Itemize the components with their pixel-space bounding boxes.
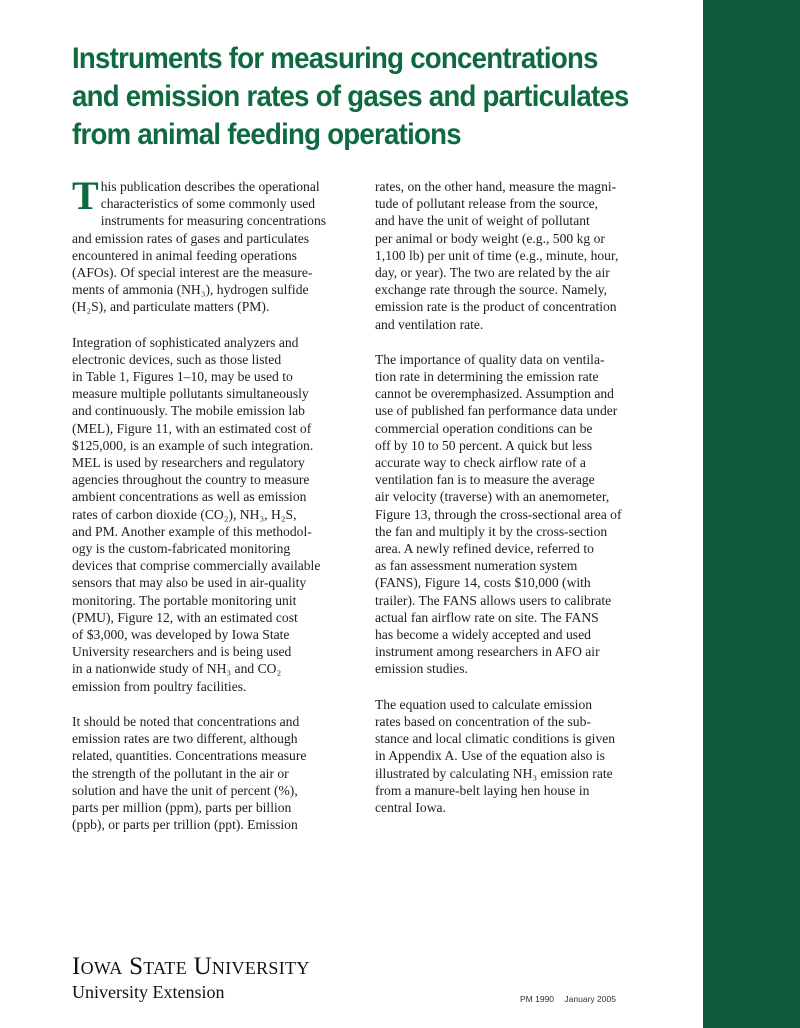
text-line: (PMU), Figure 12, with an estimated cost [72,609,298,625]
text-line: related, quantities. Concentrations measure [72,748,307,764]
pub-number: PM 1990 [520,994,555,1004]
text-line: emission from poultry facilities. [72,678,247,694]
text-line: Figure 13, through the cross-sectional area of [375,506,622,522]
text-line: sensors that may also be used in air-quality [72,575,307,591]
text-line: air velocity (traverse) with an anemometer, [375,489,610,505]
text-line: from a manure-belt laying hen house in [375,782,590,798]
text-line: instruments for measuring concentrations [100,213,327,229]
text-line: stance and local climatic conditions is given [375,731,616,747]
text-line: day, or year). The two are related by the air [375,265,610,281]
text-line: encountered in animal feeding operations [72,247,297,263]
extension-label: University Extension [72,982,225,1002]
text-line: in Appendix A. Use of the equation also is [375,748,605,764]
text-line: as fan assessment numeration system [375,558,578,574]
text-line: use of published fan performance data under [375,403,618,419]
text-line: parts per million (ppm), parts per billion [72,799,292,815]
pub-date: January 2005 [564,994,616,1004]
text-line: illustrated by calculating NH₃ emission rate [375,765,613,781]
text-line: and ventilation rate. [375,316,484,332]
text-line: the strength of the pollutant in the air or [72,765,289,781]
text-line: central Iowa. [375,799,446,815]
text-line: University researchers and is being used [72,644,292,660]
text-line: rates of carbon dioxide (CO₂), NH₃, H₂S, [72,506,297,522]
ventilation-paragraph [375,351,655,678]
text-line: in Table 1, Figures 1–10, may be used to [72,369,293,385]
text-line: ments of ammonia (NH₃), hydrogen sulfide [72,282,309,298]
text-line: (AFOs). Of special interest are the measure- [72,265,313,281]
right-column [375,178,655,834]
text-line: in a nationwide study of NH₃ and CO₂ [72,661,282,677]
text-line: rates, on the other hand, measure the magni- [375,179,617,194]
text-line: (ppb), or parts per trillion (ppt). Emission [72,817,298,833]
text-line: trailer). The FANS allows users to calibrate [375,592,612,608]
text-line: off by 10 to 50 percent. A quick but less [375,437,593,453]
title-line: from animal feeding operations [72,118,461,151]
green-side-bar [703,0,800,1028]
text-line: (MEL), Figure 11, with an estimated cost of [72,420,312,436]
text-line: and continuously. The mobile emission lab [72,403,305,419]
text-line: has become a widely accepted and used [375,627,591,643]
text-line: actual fan airflow rate on site. The FANS [375,609,599,625]
text-line: $125,000, is an example of such integration. [72,437,314,453]
text-line: devices that comprise commercially available [72,558,321,574]
text-line: the fan and multiply it by the cross-section [375,523,608,539]
text-line: electronic devices, such as those listed [72,351,282,367]
text-line: tion rate in determining the emission rate [375,369,599,385]
intro-paragraph [72,173,354,316]
text-line: instrument among researchers in AFO air [375,644,600,660]
text-line: The importance of quality data on ventila- [375,351,605,367]
text-line: his publication describes the operational [100,179,320,194]
text-line: MEL is used by researchers and regulatory [72,455,305,471]
text-line: ambient concentrations as well as emission [72,489,307,505]
text-line: Integration of sophisticated analyzers and [72,334,299,350]
text-line: commercial operation conditions can be [375,420,593,436]
quantities-paragraph [72,713,354,833]
drop-cap: T [72,173,99,218]
text-line: emission rate is the product of concentration [375,299,617,315]
text-line: and PM. Another example of this methodol- [72,523,312,539]
text-line: measure multiple pollutants simultaneously [72,386,309,402]
emission-rates-paragraph [375,178,655,333]
text-line: emission rates are two different, although [72,731,298,747]
text-line: monitoring. The portable monitoring unit [72,592,297,608]
text-line: per animal or body weight (e.g., 500 kg or [375,230,605,246]
text-line: solution and have the unit of percent (%), [72,782,298,798]
text-line: rates based on concentration of the sub- [375,713,591,729]
equation-paragraph [375,696,655,816]
text-line: tude of pollutant release from the source, [375,196,599,212]
text-line: (H₂S), and particulate matters (PM). [72,299,270,315]
text-line: cannot be overemphasized. Assumption and [375,386,614,402]
text-line: characteristics of some commonly used [100,196,316,212]
text-line: area. A newly refined device, referred to [375,541,594,557]
text-line: (FANS), Figure 14, costs $10,000 (with [375,575,591,591]
text-line: of $3,000, was developed by Iowa State [72,627,290,643]
text-line: 1,100 lb) per unit of time (e.g., minute, hour, [375,247,619,263]
text-line: It should be noted that concentrations and [72,713,300,729]
university-wordmark: Iowa State University [72,953,310,980]
left-column [72,173,354,851]
publication-info [520,994,616,1004]
text-line: ventilation fan is to measure the average [375,472,595,488]
text-line: emission studies. [375,661,468,677]
text-line: agencies throughout the country to measure [72,472,310,488]
title-line: and emission rates of gases and particulates [72,80,629,113]
text-line: ogy is the custom-fabricated monitoring [72,541,291,557]
text-line: and emission rates of gases and particulates [72,230,310,246]
text-line: accurate way to check airflow rate of a [375,455,586,471]
integration-paragraph [72,334,354,695]
text-line: The equation used to calculate emission [375,696,593,712]
text-line: exchange rate through the source. Namely, [375,282,608,298]
text-line: and have the unit of weight of pollutant [375,213,590,229]
title-line: Instruments for measuring concentrations [72,42,598,75]
document-title [72,40,647,154]
